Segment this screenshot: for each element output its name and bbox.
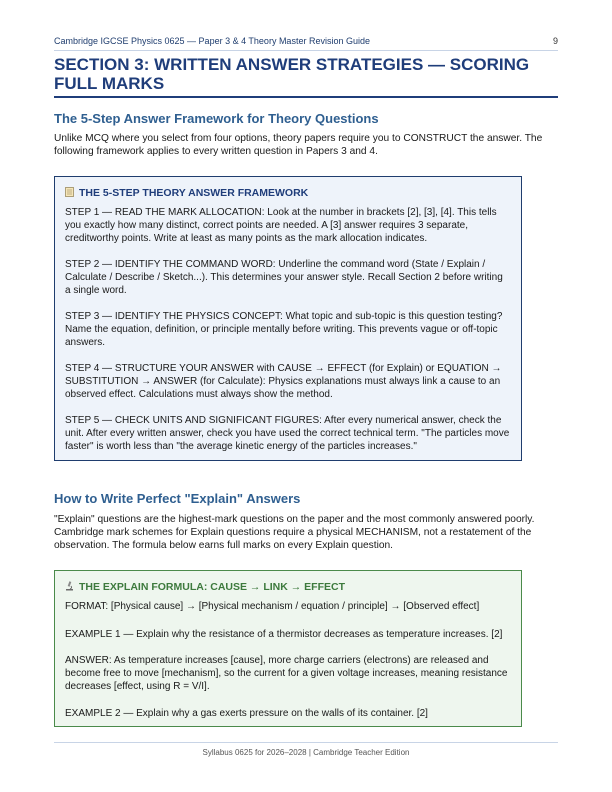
step-5: STEP 5 — CHECK UNITS AND SIGNIFICANT FIGURES: After every numerical answer, check the unit. After every written answer, check you have used the correct technical term. "The particles move faster" is worth less than "the average kinetic energy of the particles increases.": [65, 415, 510, 452]
explain-format: FORMAT: [Physical cause] → [Physical mechanism / equation / principle] → [Observed effect]: [65, 601, 480, 612]
running-header: [54, 34, 558, 51]
step-4: STEP 4 — STRUCTURE YOUR ANSWER with CAUSE → EFFECT (for Explain) or EQUATION → SUBSTITUTION → ANSWER (for Calculate): Physics explanations must always link a cause to an observed effect. Calculations must always show the method.: [65, 363, 502, 400]
example-2-question: EXAMPLE 2 — Explain why a gas exerts pressure on the walls of its container. [2]: [65, 708, 428, 719]
framework-box-title-text: THE 5-STEP THEORY ANSWER FRAMEWORK: [79, 187, 309, 199]
explain-formula-box: [54, 570, 522, 727]
framework-box-title: [65, 187, 308, 199]
framework-intro: Unlike MCQ where you select from four options, theory papers require you to CONSTRUCT the answer. The following framework applies to every written question in Papers 3 and 4.: [54, 133, 543, 157]
step-1: STEP 1 — READ THE MARK ALLOCATION: Look at the number in brackets [2], [3], [4]. This tells you exactly how many distinct, correct points are needed. A [3] answer requires 3 separate, creditworthy points. Write at least as many points as the mark allocation indicates.: [65, 207, 497, 244]
page-number: 9: [552, 36, 558, 46]
explain-box-title: [65, 581, 345, 593]
example-1-question: EXAMPLE 1 — Explain why the resistance of a thermistor decreases as temperature increases. [2]: [65, 629, 503, 640]
explain-heading: How to Write Perfect "Explain" Answers: [54, 491, 301, 506]
framework-heading: The 5-Step Answer Framework for Theory Questions: [54, 111, 379, 126]
example-1-answer: ANSWER: As temperature increases [cause], more charge carriers (electrons) are released and become free to move [mechanism], so the current for a given voltage increases, meaning resistance decreases [effect, using R = V/I].: [65, 655, 508, 692]
explain-box-title-text: THE EXPLAIN FORMULA: CAUSE → LINK → EFFECT: [79, 581, 345, 593]
step-3: STEP 3 — IDENTIFY THE PHYSICS CONCEPT: What topic and sub-topic is this question testing? Name the equation, definition, or principle mentally before writing. This prevents vague or off-topic answers.: [65, 311, 503, 348]
step-2: STEP 2 — IDENTIFY THE COMMAND WORD: Underline the command word (State / Explain / Calculate / Describe / Sketch...). This determines your answer style. Recall Section 2 before writing a single word.: [65, 259, 503, 296]
framework-box: [54, 176, 522, 461]
section-title: SECTION 3: WRITTEN ANSWER STRATEGIES — SCORING FULL MARKS: [54, 55, 558, 98]
explain-intro: "Explain" questions are the highest-mark questions on the paper and the most commonly answered poorly. Cambridge mark schemes for Explain questions require a physical MECHANISM, not a restatement of the observation. The formula below earns full marks on every Explain question.: [54, 514, 535, 551]
notepad-icon: [65, 187, 74, 197]
page-footer: Syllabus 0625 for 2026–2028 | Cambridge Teacher Edition: [54, 742, 558, 757]
microscope-icon: [65, 581, 74, 591]
header-title: Cambridge IGCSE Physics 0625 — Paper 3 & 4 Theory Master Revision Guide: [54, 36, 370, 46]
